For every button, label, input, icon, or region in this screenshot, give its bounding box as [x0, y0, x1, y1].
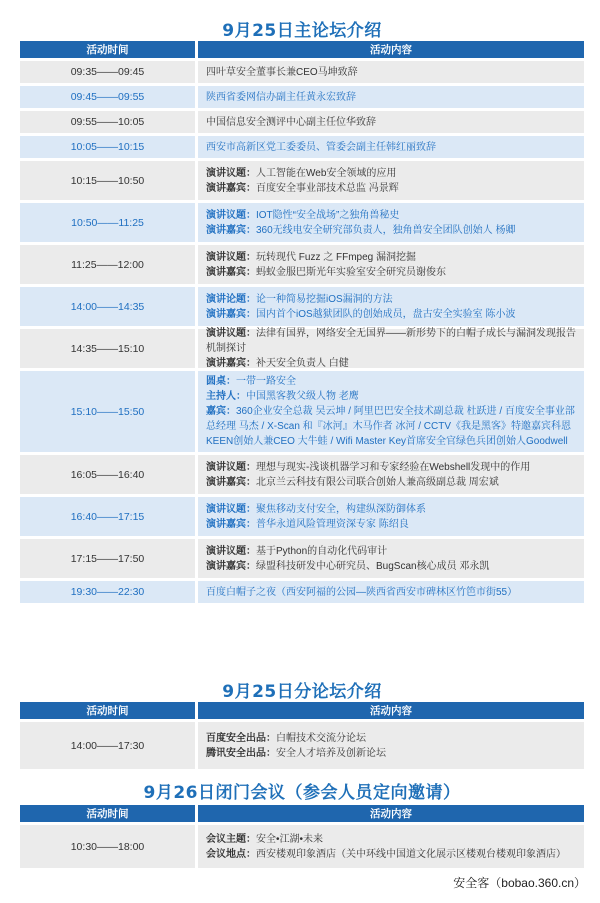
content-label: 演讲议题： [206, 167, 256, 179]
header-time: 活动时间 [20, 702, 195, 719]
content-text: 蚂蚁金服巴斯光年实验室安全研究员谢俊东 [256, 266, 446, 278]
content-text: 论一种简易挖掘iOS漏洞的方法 [256, 293, 393, 305]
row-time: 14:00——17:30 [20, 722, 195, 769]
content-label: 演讲嘉宾： [206, 476, 256, 488]
header-content: 活动内容 [198, 805, 584, 822]
header-time: 活动时间 [20, 41, 195, 58]
content-text: 百度白帽子之夜（西安阿福的公园—陕西省西安市碑林区竹笆市街55） [206, 586, 518, 598]
content-label: 演讲议题： [206, 209, 256, 221]
content-line [206, 292, 576, 307]
content-text: 玩转现代 Fuzz 之 FFmpeg 漏洞挖掘 [256, 251, 417, 263]
footer-source: 安全客（bobao.360.cn） [453, 876, 586, 890]
content-text: 法律有国界，网络安全无国界——新形势下的白帽子成长与漏洞发现报告机制探讨 [206, 328, 576, 354]
table-header [20, 702, 584, 719]
content-label: 演讲嘉宾： [206, 182, 256, 194]
content-label: 演讲嘉宾： [206, 266, 256, 278]
row-time: 10:05——10:15 [20, 136, 195, 158]
content-text: 聚焦移动支付安全，构建纵深防御体系 [256, 503, 426, 515]
content-label: 演讲嘉宾： [206, 560, 256, 572]
row-time: 11:25——12:00 [20, 245, 195, 284]
content-label: 圆桌： [206, 376, 236, 387]
content-line [206, 746, 576, 761]
row-time: 15:10——15:50 [20, 371, 195, 452]
table-row [20, 245, 584, 284]
content-text: 陕西省委网信办副主任黄永宏致辞 [206, 91, 356, 103]
table-row [20, 825, 584, 868]
content-line [206, 250, 576, 265]
table-header [20, 41, 584, 58]
section1-title: 9月25日主论坛介绍 [222, 21, 382, 41]
content-label: 演讲嘉宾： [206, 518, 256, 530]
content-label: 演讲论题： [206, 293, 256, 305]
row-content [198, 245, 584, 284]
content-label: 演讲嘉宾： [206, 224, 256, 236]
content-line [206, 208, 576, 223]
section2-table [20, 702, 584, 772]
table-row [20, 329, 584, 368]
content-text: IOT隐性“安全战场”之独角兽秘史 [256, 209, 400, 221]
content-line [206, 517, 576, 532]
content-line [206, 832, 576, 847]
row-content [198, 539, 584, 578]
row-content [198, 329, 584, 368]
content-line [206, 223, 576, 238]
content-line [206, 265, 576, 280]
content-line [206, 460, 576, 475]
content-text: 中国黑客教父级人物 老鹰 [246, 391, 359, 402]
content-text: 绿盟科技研发中心研究员、BugScan核心成员 邓永凯 [256, 560, 490, 572]
row-time: 16:05——16:40 [20, 455, 195, 494]
row-time: 09:45——09:55 [20, 86, 195, 108]
content-line [206, 307, 576, 322]
content-line [206, 140, 576, 155]
content-text: 基于Python的自动化代码审计 [256, 545, 388, 557]
content-label: 演讲嘉宾： [206, 308, 256, 320]
content-text: 理想与现实-浅谈机器学习和专家经验在Webshell发现中的作用 [256, 461, 531, 473]
section3-title: 9月26日闭门会议（参会人员定向邀请） [143, 783, 461, 803]
content-line [206, 326, 576, 356]
content-text: 西安楼观印象酒店（关中环线中国道文化展示区楼观台楼观印象酒店） [256, 848, 566, 860]
row-content [198, 203, 584, 242]
content-line [206, 404, 576, 449]
table-row [20, 136, 584, 158]
row-content [198, 581, 584, 603]
content-text: 白帽技术交流分论坛 [276, 732, 366, 744]
content-line [206, 585, 576, 600]
row-content [198, 497, 584, 536]
row-time: 10:15——10:50 [20, 161, 195, 200]
table-row [20, 455, 584, 494]
content-text: 补天安全负责人 白健 [256, 358, 349, 369]
row-time: 10:30——18:00 [20, 825, 195, 868]
content-line [206, 559, 576, 574]
row-content [198, 161, 584, 200]
table-row [20, 111, 584, 133]
row-content [198, 722, 584, 769]
content-label: 演讲议题： [206, 503, 256, 515]
section2-title: 9月25日分论坛介绍 [222, 682, 382, 702]
table-row [20, 371, 584, 452]
content-line [206, 475, 576, 490]
content-line [206, 65, 576, 80]
row-time: 19:30——22:30 [20, 581, 195, 603]
content-line [206, 356, 576, 371]
content-text: 一带一路安全 [236, 376, 296, 387]
content-label: 嘉宾： [206, 406, 236, 417]
row-content [198, 136, 584, 158]
content-line [206, 181, 576, 196]
table-row [20, 61, 584, 83]
content-text: 安全人才培养及创新论坛 [276, 747, 386, 759]
row-time: 14:00——14:35 [20, 287, 195, 326]
table-row [20, 287, 584, 326]
content-text: 四叶草安全董事长兼CEO马坤致辞 [206, 66, 358, 78]
content-label: 会议地点： [206, 848, 256, 860]
content-text: 360企业安全总裁 吴云坤 / 阿里巴巴安全技术副总裁 杜跃进 / 百度安全事业部总经理 马杰 / X-Scan 和『冰河』木马作者 冰河 / CCTV《我是黑客》特邀嘉宾科恩KEEN创始人兼CEO 大牛蛙 / Wifi Master Key首席安全官绿色兵团创始人Goodwell [206, 406, 575, 447]
content-line [206, 166, 576, 181]
header-content: 活动内容 [198, 702, 584, 719]
content-line [206, 115, 576, 130]
content-label: 会议主题： [206, 833, 256, 845]
table-row [20, 86, 584, 108]
row-time: 16:40——17:15 [20, 497, 195, 536]
content-line [206, 389, 576, 404]
section1-table [20, 41, 584, 606]
header-time: 活动时间 [20, 805, 195, 822]
content-label: 演讲议题： [206, 328, 256, 339]
table-row [20, 497, 584, 536]
row-content [198, 111, 584, 133]
row-content [198, 371, 584, 452]
content-line [206, 847, 576, 862]
row-content [198, 61, 584, 83]
content-label: 演讲议题： [206, 545, 256, 557]
table-row [20, 161, 584, 200]
content-line [206, 544, 576, 559]
section3-table [20, 805, 584, 871]
table-row [20, 203, 584, 242]
content-label: 演讲议题： [206, 251, 256, 263]
row-content [198, 455, 584, 494]
content-line [206, 374, 576, 389]
content-text: 人工智能在Web安全领域的应用 [256, 167, 397, 179]
table-row [20, 539, 584, 578]
row-time: 14:35——15:10 [20, 329, 195, 368]
table-header [20, 805, 584, 822]
content-label: 百度安全出品： [206, 732, 276, 744]
content-text: 国内首个iOS越狱团队的创始成员，盘古安全实验室 陈小波 [256, 308, 516, 320]
content-line [206, 90, 576, 105]
content-text: 中国信息安全测评中心副主任位华致辞 [206, 116, 376, 128]
row-time: 17:15——17:50 [20, 539, 195, 578]
table-row [20, 722, 584, 769]
content-text: 360无线电安全研究部负责人，独角兽安全团队创始人 杨卿 [256, 224, 516, 236]
content-line [206, 502, 576, 517]
row-content [198, 86, 584, 108]
table-row [20, 581, 584, 603]
content-text: 普华永道风险管理资深专家 陈绍良 [256, 518, 409, 530]
header-content: 活动内容 [198, 41, 584, 58]
row-time: 09:55——10:05 [20, 111, 195, 133]
content-text: 西安市高新区党工委委员、管委会副主任韩红丽致辞 [206, 141, 436, 153]
content-line [206, 731, 576, 746]
row-time: 10:50——11:25 [20, 203, 195, 242]
content-text: 安全•江湖•未来 [256, 833, 324, 845]
content-label: 腾讯安全出品： [206, 747, 276, 759]
content-label: 主持人： [206, 391, 246, 402]
content-text: 北京兰云科技有限公司联合创始人兼高级副总裁 周宏斌 [256, 476, 499, 488]
row-content [198, 825, 584, 868]
content-label: 演讲嘉宾： [206, 358, 256, 369]
row-time: 09:35——09:45 [20, 61, 195, 83]
content-label: 演讲议题： [206, 461, 256, 473]
content-text: 百度安全事业部技术总监 冯景辉 [256, 182, 399, 194]
row-content [198, 287, 584, 326]
